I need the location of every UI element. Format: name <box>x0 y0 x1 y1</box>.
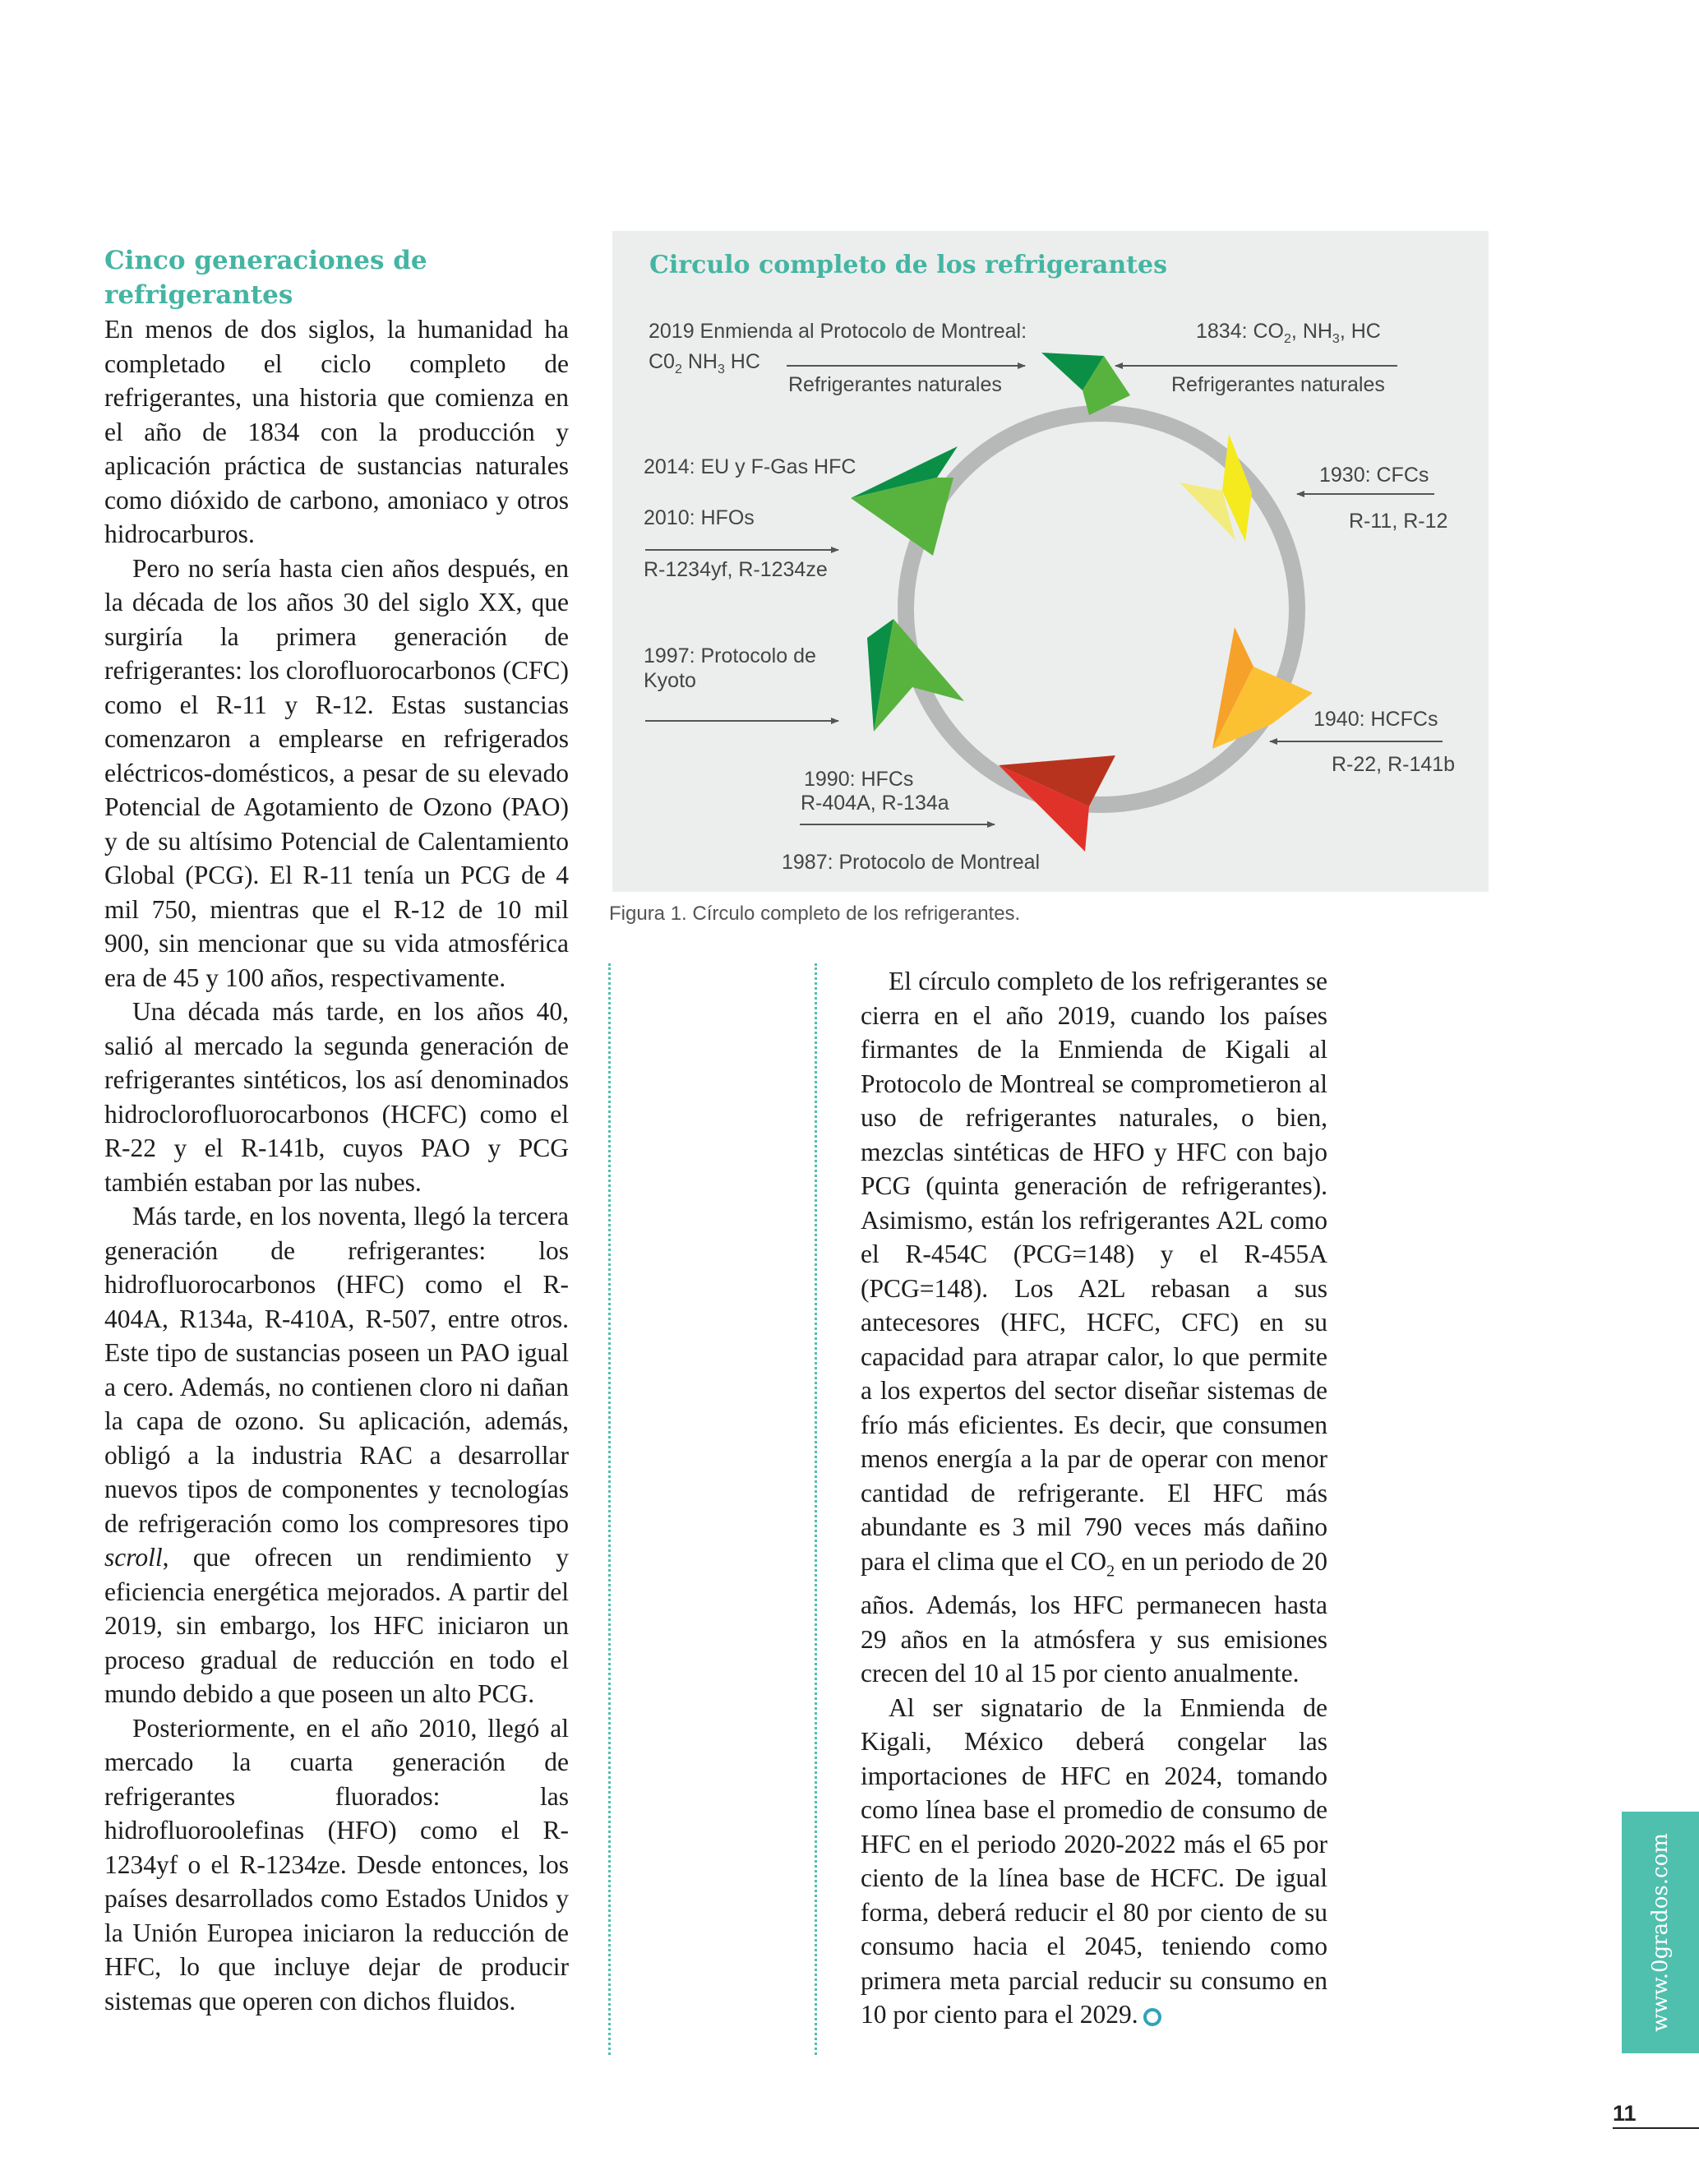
paragraph-text: Al ser signatario de la Enmienda de Kigali, México deberá congelar las importaciones de HFC en 2024, tomando como línea base el promedio de consumo de HFC en el periodo 2020-2022 más el 65 por ciento de la línea base de HCFC. De igual forma, deberá reducir el 80 por ciento de su consumo hacia el 2045, teniendo como primera meta parcial reducir su consumo en 10 por ciento para el 2029. <box>861 1692 1327 2029</box>
label-2010: 2010: HFOs <box>644 506 755 529</box>
paragraph-text: , que ofrecen un rendimiento y eficiencia energética mejorados. A partir del 2019, sin embargo, los HFC iniciaron un proceso gradual de reducción en todo el mundo debido a que poseen un alto PCG. <box>104 1543 569 1708</box>
emphasis: scroll <box>104 1543 163 1572</box>
column-divider <box>608 963 611 2055</box>
subscript: 3 <box>1332 332 1340 346</box>
section-heading: Cinco generaciones de refrigerantes <box>104 246 427 310</box>
formula-text: C0 <box>649 350 675 373</box>
subscript: 2 <box>1106 1561 1115 1580</box>
label-1987: 1987: Protocolo de Montreal <box>782 851 1041 874</box>
figure-title: Circulo completo de los refrigerantes <box>649 251 1167 279</box>
paragraph: Posteriormente, en el año 2010, llegó al mercado la cuarta generación de refrigerantes fluorados: las hidrofluoroolefinas (HFO) como el R-1234yf o el R-1234ze. Desde entonces, los países desarrollados como Estados Unidos y la Unión Europea iniciaron la reducción de HFC, lo que incluye dejar de producir sistemas que operen con dichos fluidos. <box>104 1713 569 2015</box>
paragraph: Pero no sería hasta cien años después, en la década de los años 30 del siglo XX, que surgiría la primera generación de refrigerantes: los clorofluorocarbonos (CFC) como el R-11 y R-12. Estas sustancias comenzaron a emplearse en refrigerados eléctricos-domésticos, a pesar de su elevado Potencial de Agotamiento de Ozono (PAO) y de su altísimo Potencial de Calentamiento Global (PCG). El R-11 tenía un PCG de 4 mil 750, mientras que el R-12 de 10 mil 900, sin mencionar que su vida atmosférica era de 45 y 100 años, respectivamente. <box>104 553 569 992</box>
label-1834 <box>1196 319 1381 352</box>
page-number: 11 <box>1613 2101 1637 2126</box>
label-2019-natural: Refrigerantes naturales <box>788 373 1002 396</box>
subscript: 2 <box>674 362 682 376</box>
refrigerant-cycle-figure <box>612 231 1489 892</box>
subscript: 3 <box>717 362 725 376</box>
website-tab <box>1622 1812 1699 2053</box>
paragraph <box>861 964 1327 1691</box>
paragraph: Una década más tarde, en los años 40, salió al mercado la segunda generación de refrigerantes sintéticos, los así denominados hidroclorofluorocarbonos (HCFC) como el R-22 y el R-141b, cuyos PAO y PCG también estaban por las nubes. <box>104 997 569 1197</box>
label-1930-examples: R-11, R-12 <box>1349 510 1448 533</box>
label-1990: 1990: HFCs <box>804 768 914 791</box>
formula-text: NH <box>681 350 718 373</box>
formula-text: 1834: CO <box>1196 320 1285 343</box>
paragraph-text: en un periodo de 20 años. Además, los HFC permanecen hasta 29 años en la atmósfera y sus emisiones crecen del 10 al 15 por ciento anualmente. <box>861 1546 1327 1688</box>
paragraph-text: Más tarde, en los noventa, llegó la tercera generación de refrigerantes: los hidrofluorocarbonos (HFC) como el R-404A, R134a, R-410A, R-507, entre otros. Este tipo de sustancias poseen un PAO igual a cero. Además, no contienen cloro ni dañan la capa de ozono. Su aplicación, además, obligó a la industria RAC a desarrollar nuevos tipos de componentes y tecnologías de refrigeración como los compresores tipo <box>104 1202 569 1538</box>
label-1940: 1940: HCFCs <box>1313 708 1438 731</box>
chevron-green-top-icon <box>1041 353 1130 415</box>
label-2019-formula <box>649 349 760 382</box>
label-2010-examples: R-1234yf, R-1234ze <box>644 558 828 581</box>
figure-caption: Figura 1. Círculo completo de los refrigerantes. <box>609 903 1021 925</box>
end-mark-icon <box>1143 2008 1161 2026</box>
column-divider <box>815 963 817 2055</box>
website-url: www.0grados.com <box>1648 1833 1673 2032</box>
label-1834-natural: Refrigerantes naturales <box>1171 373 1385 396</box>
paragraph-text: El círculo completo de los refrigerantes se cierra en el año 2019, cuando los países firmantes de la Enmienda de Kigali al Protocolo de Montreal se comprometieron al uso de refrigerantes naturales, o bien, mezclas sintéticas de HFO y HFC con bajo PCG (quinta generación de refrigerantes). Asimismo, están los refrigerantes A2L como el R-454C (PCG=148) y el R-455A (PCG=148). Los A2L rebasan a sus antecesores (HFC, HCFC, CFC) en su capacidad para atrapar calor, lo que permite a los expertos del sector diseñar sistemas de frío más eficientes. Es decir, que consumen menos energía a la par de operar con menor cantidad de refrigerante. El HFC más abundante es 3 mil 790 veces más dañino para el clima que el CO <box>861 967 1327 1576</box>
label-2019: 2019 Enmienda al Protocolo de Montreal: <box>649 320 1027 343</box>
label-1940-examples: R-22, R-141b <box>1332 753 1456 776</box>
formula-text: HC <box>724 350 760 373</box>
chevron-green-upper-left-icon <box>851 446 958 556</box>
paragraph: En menos de dos siglos, la humanidad ha completado el ciclo completo de refrigerantes, una historia que comienza en el año de 1834 con la producción y aplicación práctica de sustancias naturales como dióxido de carbono, amoniaco y otros hidrocarburos. <box>104 315 569 548</box>
label-1990-examples: R-404A, R-134a <box>801 792 949 815</box>
label-2014: 2014: EU y F-Gas HFC <box>644 455 856 478</box>
text-column-right <box>861 964 1327 2032</box>
text-column-left <box>104 312 569 2018</box>
label-1997: 1997: Protocolo de Kyoto <box>644 644 816 692</box>
formula-text: , NH <box>1290 320 1332 343</box>
label-1930: 1930: CFCs <box>1319 464 1429 487</box>
subscript: 2 <box>1284 332 1291 346</box>
paragraph <box>861 1691 1327 2032</box>
page-number-rule <box>1613 2127 1699 2129</box>
formula-text: , HC <box>1339 320 1381 343</box>
paragraph <box>104 1199 569 1711</box>
